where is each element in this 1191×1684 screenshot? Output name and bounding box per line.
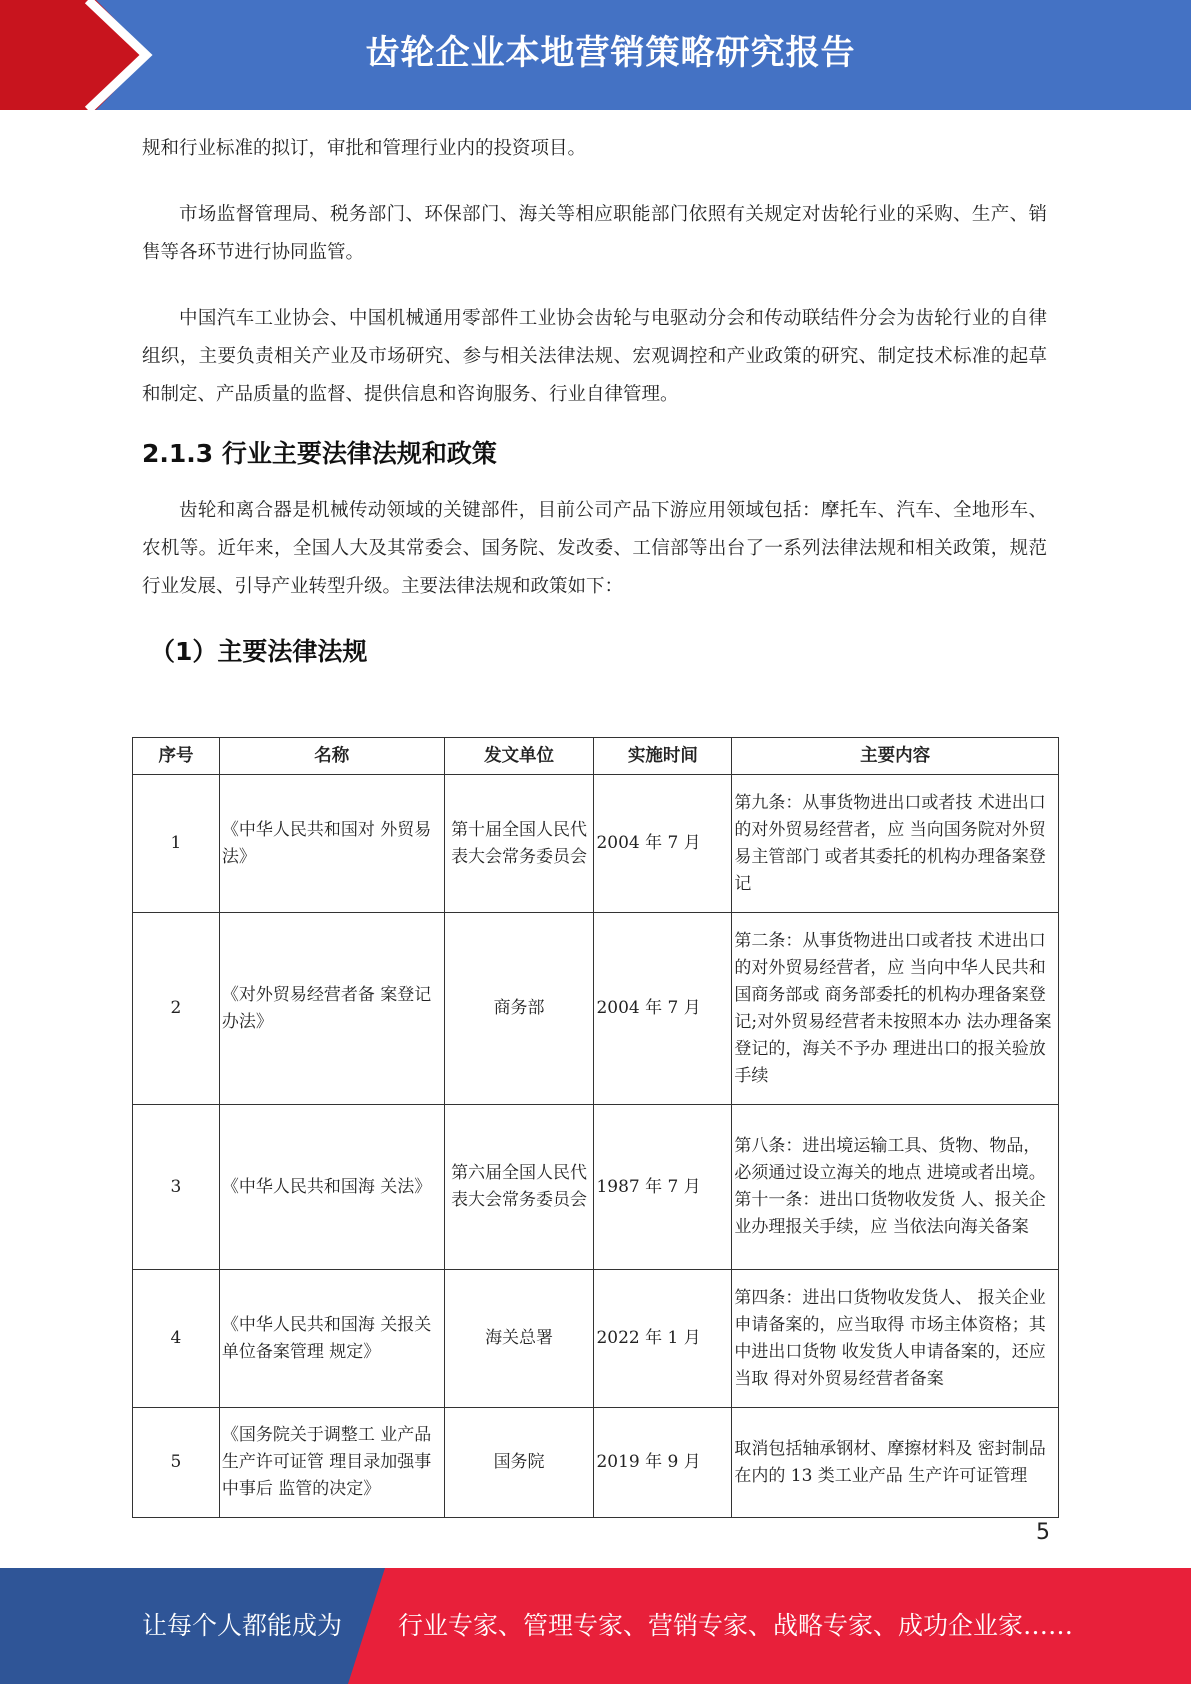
footer-slogan-right: 行业专家、管理专家、营销专家、战略专家、成功企业家…… — [398, 1611, 1074, 1640]
page-number: 5 — [1036, 1520, 1050, 1545]
cell-name: 《对外贸易经营者备 案登记办法》 — [219, 913, 444, 1105]
cell-date: 2004 年 7 月 — [594, 775, 732, 913]
cell-no: 1 — [133, 775, 220, 913]
paragraph-market-supervision: 市场监督管理局、税务部门、环保部门、海关等相应职能部门依照有关规定对齿轮行业的采购、生产、销售等各环节进行协同监管。 — [142, 204, 1047, 263]
body-content — [142, 130, 1047, 698]
cell-issuer: 国务院 — [444, 1408, 594, 1518]
cell-name: 《国务院关于调整工 业产品生产许可证管 理目录加强事中事后 监管的决定》 — [219, 1408, 444, 1518]
paragraph-gears-clutches: 齿轮和离合器是机械传动领域的关键部件，目前公司产品下游应用领域包括：摩托车、汽车、全地形车、农机等。近年来，全国人大及其常委会、国务院、发改委、工信部等出台了一系列法律法规和相关政策，规范行业发展、引导产业转型升级。主要法律法规和政策如下： — [142, 500, 1047, 597]
cell-no: 3 — [133, 1105, 220, 1270]
page-header — [0, 0, 1191, 110]
table-row — [133, 775, 1059, 913]
page-footer — [0, 1568, 1191, 1684]
cell-no: 2 — [133, 913, 220, 1105]
paragraph-industry-associations: 中国汽车工业协会、中国机械通用零部件工业协会齿轮与电驱动分会和传动联结件分会为齿轮行业的自律组织，主要负责相关产业及市场研究、参与相关法律法规、宏观调控和产业政策的研究、制定技术标准的起草和制定、产品质量的监督、提供信息和咨询服务、行业自律管理。 — [142, 308, 1047, 405]
cell-content: 第九条：从事货物进出口或者技 术进出口的对外贸易经营者，应 当向国务院对外贸易主管部门 或者其委托的机构办理备案登 记 — [732, 775, 1059, 913]
sub-heading: （1）主要法律法规 — [150, 637, 368, 666]
footer-slogan-left: 让每个人都能成为 — [142, 1611, 343, 1640]
table-row — [133, 1270, 1059, 1408]
section-heading: 2.1.3 行业主要法律法规和政策 — [142, 439, 497, 468]
table-row — [133, 1408, 1059, 1518]
cell-issuer: 第十届全国人民代表大会常务委员会 — [444, 775, 594, 913]
cell-name: 《中华人民共和国海 关法》 — [219, 1105, 444, 1270]
cell-content: 取消包括轴承钢材、摩擦材料及 密封制品在内的 13 类工业产品 生产许可证管理 — [732, 1408, 1059, 1518]
header-no: 序号 — [133, 738, 220, 775]
cell-content: 第八条：进出境运输工具、货物、物品，必须通过设立海关的地点 进境或者出境。 第十一条：进出口货物收发货 人、报关企业办理报关手续，应 当依法向海关备案 — [732, 1105, 1059, 1270]
cell-issuer: 商务部 — [444, 913, 594, 1105]
cell-no: 5 — [133, 1408, 220, 1518]
cell-issuer: 海关总署 — [444, 1270, 594, 1408]
cell-content: 第四条：进出口货物收发货人、 报关企业申请备案的，应当取得 市场主体资格；其中进出口货物 收发货人申请备案的，还应当取 得对外贸易经营者备案 — [732, 1270, 1059, 1408]
cell-date: 2019 年 9 月 — [594, 1408, 732, 1518]
paragraph-continued: 规和行业标准的拟订，审批和管理行业内的投资项目。 — [142, 138, 587, 159]
cell-issuer: 第六届全国人民代表大会常务委员会 — [444, 1105, 594, 1270]
header-issuer: 发文单位 — [444, 738, 594, 775]
laws-table — [132, 737, 1059, 1518]
cell-date: 1987 年 7 月 — [594, 1105, 732, 1270]
cell-name: 《中华人民共和国海 关报关单位备案管理 规定》 — [219, 1270, 444, 1408]
cell-date: 2004 年 7 月 — [594, 913, 732, 1105]
table-row — [133, 1105, 1059, 1270]
cell-date: 2022 年 1 月 — [594, 1270, 732, 1408]
header-content: 主要内容 — [732, 738, 1059, 775]
table-row — [133, 913, 1059, 1105]
cell-no: 4 — [133, 1270, 220, 1408]
cell-content: 第二条：从事货物进出口或者技 术进出口的对外贸易经营者，应 当向中华人民共和国商务部或 商务部委托的机构办理备案登 记;对外贸易经营者未按照本办 法办理备案登记的，海关不予办 理进出口的报关验放手续 — [732, 913, 1059, 1105]
header-name: 名称 — [219, 738, 444, 775]
header-date: 实施时间 — [594, 738, 732, 775]
report-title: 齿轮企业本地营销策略研究报告 — [365, 33, 856, 73]
table-header-row — [133, 738, 1059, 775]
cell-name: 《中华人民共和国对 外贸易法》 — [219, 775, 444, 913]
